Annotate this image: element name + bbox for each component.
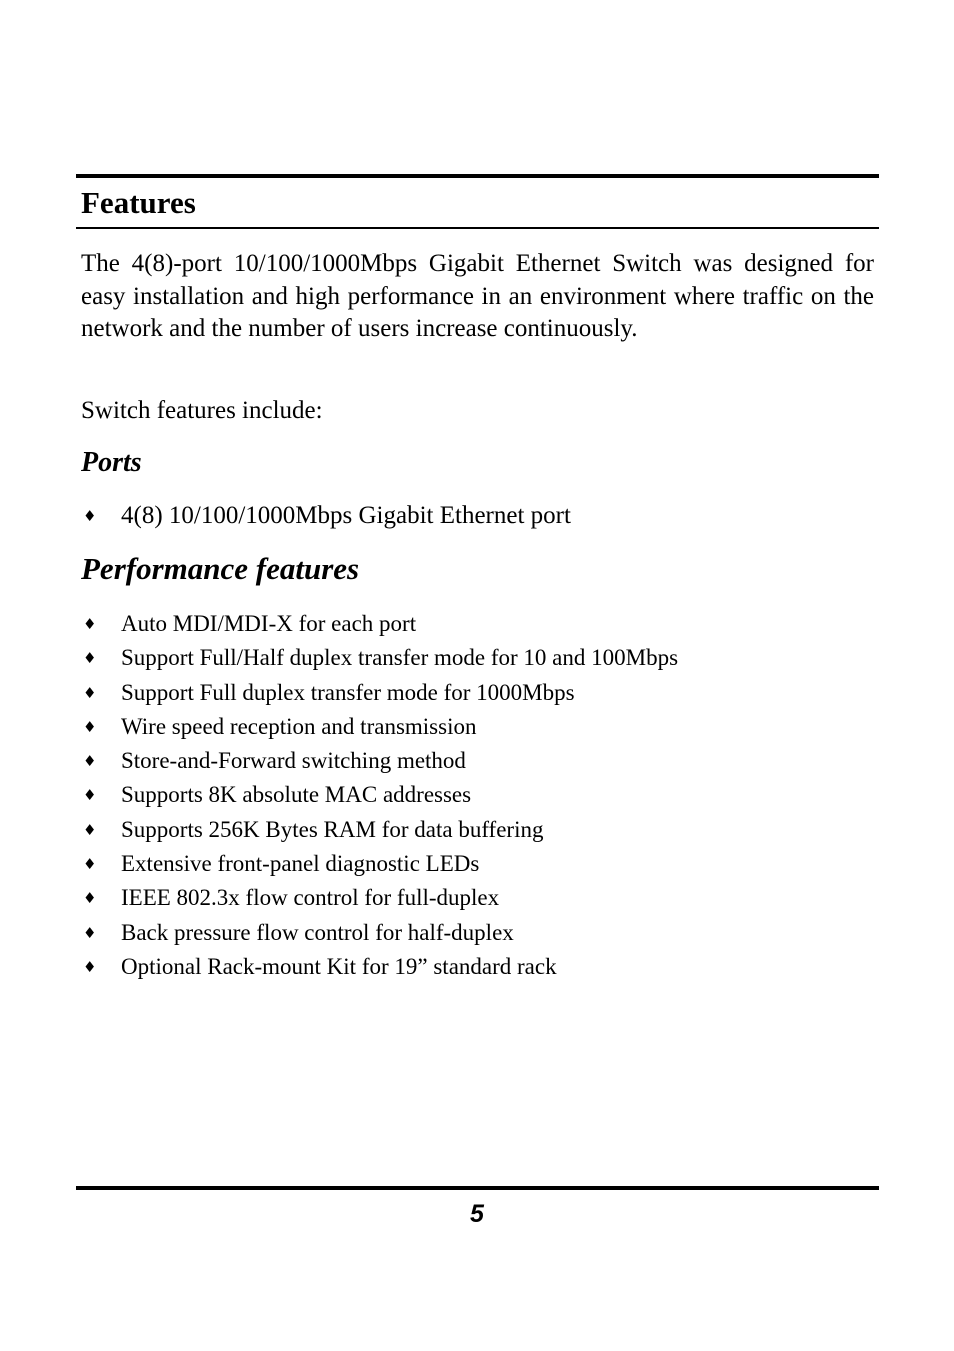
list-item [81,847,678,881]
features-lead-text: Switch features include: [81,397,323,424]
intro-paragraph: The 4(8)-port 10/100/1000Mbps Gigabit Ethernet Switch was designed for easy installation and high performance in an environment where traffic on the network and the number of users increase continuously. [81,250,874,342]
section-title: Features [81,185,196,220]
ports-list [81,499,571,533]
footer-rule [76,1186,879,1190]
list-item [81,813,678,847]
diamond-bullet-icon: ♦ [83,855,97,874]
list-item [81,744,678,778]
diamond-bullet-icon: ♦ [83,820,97,839]
diamond-bullet-icon: ♦ [83,957,97,976]
performance-heading: Performance features [81,551,360,586]
list-item [81,676,678,710]
list-item-text: Wire speed reception and transmission [121,713,477,739]
list-item-text: Auto MDI/MDI-X for each port [121,611,417,636]
list-item [81,950,678,984]
diamond-bullet-icon: ♦ [83,889,97,908]
list-item [81,881,678,915]
diamond-bullet-icon: ♦ [83,683,97,702]
list-item-text: Optional Rack-mount Kit for 19” standard rack [121,953,557,979]
list-item-text: Extensive front-panel diagnostic LEDs [121,851,480,877]
diamond-bullet-icon: ♦ [83,752,97,771]
list-item [81,916,678,950]
list-item-text: Support Full duplex transfer mode for 1000Mbps [121,679,575,705]
list-item-text: Supports 256K Bytes RAM for data buffering [121,816,544,842]
diamond-bullet-icon: ♦ [83,507,97,525]
list-item-text: 4(8) 10/100/1000Mbps Gigabit Ethernet port [121,502,571,529]
list-item-text: Store-and-Forward switching method [121,748,466,774]
diamond-bullet-icon: ♦ [83,717,97,736]
diamond-bullet-icon: ♦ [83,615,97,633]
list-item-text: Support Full/Half duplex transfer mode for 10 and 100Mbps [121,645,679,671]
page-number: 5 [470,1200,484,1228]
performance-list [81,607,678,984]
diamond-bullet-icon: ♦ [83,923,97,942]
list-item-text: IEEE 802.3x flow control for full-duplex [121,885,500,911]
list-item [81,607,678,641]
list-item-text: Supports 8K absolute MAC addresses [121,782,472,808]
list-item-text: Back pressure flow control for half-duplex [121,919,514,945]
diamond-bullet-icon: ♦ [83,649,97,668]
title-underline [76,227,879,229]
top-rule [76,174,879,178]
list-item [81,641,678,675]
ports-heading: Ports [81,447,142,478]
diamond-bullet-icon: ♦ [83,786,97,805]
list-item [81,778,678,812]
list-item [81,499,571,533]
list-item [81,710,678,744]
